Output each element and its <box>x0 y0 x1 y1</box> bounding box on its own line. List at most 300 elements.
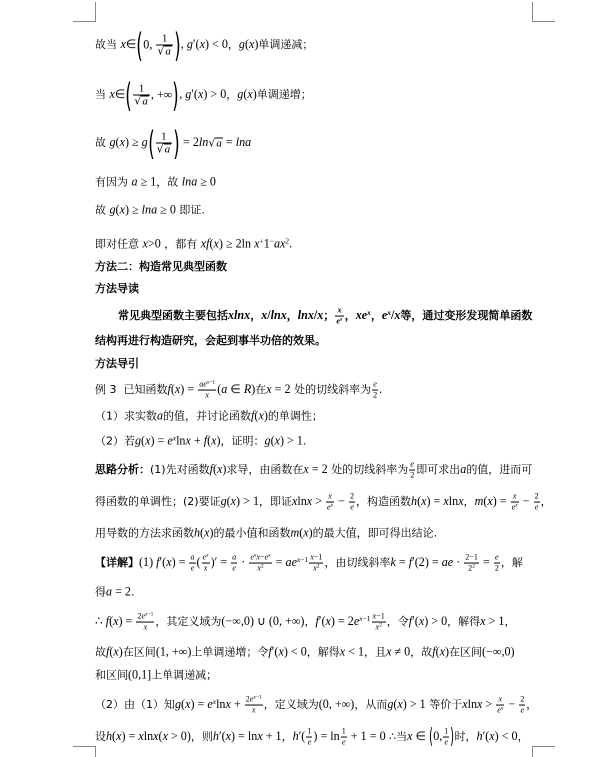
text-run: ， <box>227 38 239 51</box>
math-text: −1 <box>147 611 154 618</box>
math-text: ) ≥ 2ln <box>218 236 255 251</box>
fraction-denominator <box>309 563 323 574</box>
radicand: a <box>164 143 171 156</box>
math-text: ≠ 0 <box>391 644 411 659</box>
math-text: ( <box>115 135 120 149</box>
fraction-numerator <box>309 553 323 563</box>
text-run: ，证明： <box>220 434 265 448</box>
math-variable: e <box>141 611 146 621</box>
math-variable: h <box>194 525 201 540</box>
fraction-denominator <box>534 502 540 513</box>
math-text: ) = 2 <box>330 614 354 628</box>
math-variable: x <box>266 382 272 396</box>
math-variable: g <box>109 135 116 149</box>
math-text: = 2 <box>112 584 131 599</box>
math-text: ) <box>216 433 221 448</box>
math-variable: x <box>296 554 301 564</box>
math-variable: e <box>327 502 331 512</box>
math-variable: x <box>313 563 317 573</box>
math-variable: g <box>141 135 148 149</box>
fraction <box>341 727 347 748</box>
fraction <box>443 727 449 748</box>
math-variable: f <box>106 644 110 659</box>
math-text: = 2 <box>271 382 291 396</box>
math-variable: x <box>174 382 181 396</box>
fraction <box>156 32 173 58</box>
math-variable: x <box>162 729 168 743</box>
fraction-numerator <box>156 32 173 44</box>
math-variable: x <box>166 555 172 569</box>
text-run: 即证. <box>175 203 205 217</box>
fraction-numerator <box>133 82 150 94</box>
math-variable: e <box>250 552 254 562</box>
right-bracket <box>174 29 180 62</box>
math-variable: x <box>253 694 256 701</box>
text-run: ， <box>344 309 356 322</box>
math-variable: x <box>325 614 331 628</box>
text-run: 用导数的方法求函数 <box>95 526 194 540</box>
math-variable: x <box>367 307 371 317</box>
math-text: (0, +∞) <box>318 697 355 711</box>
math-variable: e <box>444 737 449 747</box>
math-text: + <box>259 236 264 246</box>
text-run: ，则 <box>190 730 213 743</box>
fraction <box>133 82 150 108</box>
text-run: ， <box>281 730 293 743</box>
math-text: / <box>267 308 271 322</box>
fraction-denominator <box>341 737 347 748</box>
math-text: / <box>313 308 318 322</box>
text-run: ， <box>286 309 298 322</box>
text-run: 求导，由函数在 <box>226 463 304 476</box>
fraction <box>409 460 415 481</box>
text-run: 设 <box>95 730 106 743</box>
fraction <box>372 612 386 633</box>
proof-line-conclusion <box>95 202 205 217</box>
fraction <box>306 727 312 748</box>
math-variable: x <box>500 705 504 712</box>
text-run: ， <box>540 495 552 508</box>
math-variable: x <box>387 307 391 317</box>
math-text: ) <box>222 462 227 476</box>
radicand: a <box>216 137 222 149</box>
superscript <box>145 612 153 618</box>
math-variable: x <box>213 236 219 251</box>
math-variable: x <box>153 729 159 743</box>
math-text: ( <box>270 433 275 448</box>
math-variable: xf <box>200 236 210 251</box>
text-run: ，构造函数 <box>356 495 412 508</box>
math-variable: x <box>145 433 151 448</box>
math-text: · <box>238 555 249 569</box>
math-text: = <box>222 135 236 149</box>
text-run: ， <box>526 698 538 711</box>
math-variable: e <box>264 552 269 562</box>
method-reading-paragraph-line-1 <box>118 306 532 327</box>
text-run: 单调递增； <box>256 88 312 101</box>
fraction-numerator <box>249 553 271 563</box>
fraction-numerator <box>198 380 216 390</box>
math-text: ′( <box>218 729 226 743</box>
fraction-numerator <box>341 727 347 737</box>
text-run: ， <box>226 88 238 101</box>
text-run: 在区间 <box>449 645 483 659</box>
math-text: > 1 <box>485 614 505 628</box>
math-variable: x <box>407 729 413 743</box>
math-variable: x <box>462 697 468 711</box>
math-text: . <box>379 382 383 396</box>
math-variable: x <box>145 611 148 618</box>
math-text: 2 <box>472 563 475 570</box>
math-text: (1) <box>139 555 157 569</box>
math-text: = <box>272 555 286 569</box>
text-run: 结构再进行构造研究，会起到事半功倍的效果。 <box>95 334 326 348</box>
text-run: 在 <box>255 383 267 396</box>
math-text: = 2 <box>179 135 199 149</box>
fraction-denominator <box>136 622 154 633</box>
math-text: −1 <box>313 552 323 562</box>
text-run: 当 <box>95 88 110 101</box>
math-variable: f <box>156 555 160 569</box>
math-text: ′( <box>482 729 490 743</box>
example-3-part-2 <box>95 433 306 448</box>
math-variable: f <box>432 644 436 659</box>
math-variable: a <box>221 382 228 396</box>
text-run: 故 <box>95 136 110 149</box>
math-variable: g <box>175 697 182 711</box>
math-text: ln <box>467 697 478 711</box>
superscript <box>206 553 208 559</box>
text-run: 有因为 <box>95 175 132 189</box>
math-variable: g <box>185 87 192 101</box>
fraction <box>335 306 343 327</box>
math-text: 2 <box>534 491 539 501</box>
superscript <box>331 502 333 508</box>
math-text: ln <box>143 729 154 743</box>
fraction <box>231 553 237 574</box>
fraction <box>189 553 195 574</box>
math-variable: x <box>512 491 517 501</box>
bracket-content <box>433 727 450 748</box>
text-run: ， <box>463 495 475 508</box>
left-bracket <box>148 127 154 160</box>
math-variable: x <box>225 729 231 743</box>
text-run: 的最小值和函数 <box>213 526 291 540</box>
fraction-denominator <box>198 390 216 401</box>
text-run: 例 3 已知函数 <box>95 383 168 396</box>
math-text: ) <box>118 644 123 659</box>
text-run: 得 <box>95 585 106 599</box>
math-text: ) <box>251 382 256 396</box>
fraction-numerator <box>306 727 312 737</box>
math-variable: lnx <box>297 308 314 322</box>
math-text: 1 <box>307 726 312 736</box>
text-run: ，解得 <box>306 645 340 659</box>
text-run: 方法导引 <box>95 357 139 371</box>
math-variable: x <box>185 433 191 448</box>
text-run: . <box>302 434 307 448</box>
solution-line-6 <box>95 695 537 716</box>
fraction-numerator <box>409 460 415 470</box>
math-variable: e <box>373 379 377 389</box>
math-variable: g <box>186 37 193 51</box>
math-text: < 1 <box>345 644 365 659</box>
fraction-denominator <box>494 563 500 574</box>
math-text: )′ = <box>210 555 231 569</box>
math-variable: x <box>225 697 231 711</box>
fraction-numerator <box>156 130 173 142</box>
math-variable: x <box>203 563 208 573</box>
fraction-denominator <box>202 563 210 574</box>
math-text: ) = <box>171 555 189 569</box>
math-variable: x <box>515 502 518 509</box>
math-variable: x <box>247 87 253 101</box>
math-variable: g <box>220 494 227 508</box>
math-text: ( <box>417 494 422 508</box>
math-variable: x <box>248 37 255 51</box>
fraction-numerator <box>372 612 386 622</box>
math-variable: x <box>359 613 363 623</box>
text-run: 和区间 <box>95 668 128 682</box>
math-variable: x <box>292 494 298 508</box>
fraction <box>249 553 271 574</box>
bracket-group <box>125 79 179 112</box>
math-variable: e <box>341 737 346 747</box>
math-text: ( <box>196 555 201 569</box>
math-variable: x <box>268 552 271 559</box>
math-variable: f <box>209 462 213 476</box>
text-run: （1）求实数 <box>95 409 157 423</box>
math-text: , +∞ <box>150 87 173 101</box>
math-variable: e <box>249 694 254 704</box>
math-variable: x <box>498 694 503 704</box>
math-text: 2 <box>379 622 382 629</box>
math-variable: e <box>495 552 499 562</box>
math-variable: k <box>390 555 396 569</box>
math-variable: x <box>375 622 380 632</box>
math-text: > 0) <box>167 729 191 743</box>
math-text: ( <box>254 408 259 423</box>
text-run: ， <box>304 615 316 628</box>
math-text: − <box>259 552 265 562</box>
text-run: 故当 <box>95 38 121 51</box>
fraction-numerator <box>326 492 334 502</box>
text-run: (1)先对函数 <box>150 463 210 476</box>
math-text: 2 <box>285 236 290 246</box>
math-variable: f <box>408 555 413 569</box>
fraction <box>349 492 355 513</box>
math-text: ( <box>243 87 248 101</box>
fraction-denominator <box>249 563 271 574</box>
math-text: · <box>453 555 464 569</box>
text-run: ∴当 <box>385 730 408 743</box>
text-run: ，故 <box>410 645 433 659</box>
math-variable: g <box>135 433 142 448</box>
text-run: ，都有 <box>160 237 201 251</box>
math-text: = 2 <box>308 462 328 476</box>
math-text: ( <box>112 729 117 743</box>
text-run: 上单调递减； <box>151 668 218 682</box>
math-text: 2 <box>245 694 250 704</box>
math-text: ( <box>200 525 205 540</box>
math-variable: ae <box>199 379 207 389</box>
superscript <box>253 695 261 701</box>
solution-line-7 <box>95 727 529 748</box>
math-variable: x <box>113 644 119 659</box>
math-variable: ax <box>273 236 286 251</box>
text-run: 故 <box>95 203 110 217</box>
superscript <box>359 614 370 623</box>
bold-label: 【详解】 <box>95 556 139 569</box>
subheading-method-guide <box>95 357 139 371</box>
math-variable: x <box>261 308 268 322</box>
fraction <box>534 492 540 513</box>
math-text: ) > 1 <box>236 494 259 508</box>
math-variable: m <box>290 525 300 540</box>
math-text: 2 <box>468 563 473 573</box>
math-text: ) = <box>180 382 198 396</box>
math-text: > <box>312 494 326 508</box>
math-text: + <box>230 697 244 711</box>
math-text: 0, <box>433 729 443 743</box>
text-run: ，从而 <box>354 698 388 711</box>
math-variable: f <box>251 408 255 423</box>
math-variable: lna <box>235 135 252 149</box>
math-text: ) <box>209 525 214 540</box>
math-variable: x <box>337 305 342 315</box>
text-run: 的值，进而可 <box>466 463 533 476</box>
fraction <box>198 380 216 401</box>
subheading-method-reading <box>95 282 139 296</box>
math-text: . <box>289 236 293 251</box>
example-3-statement <box>95 380 382 401</box>
math-text: ∴ <box>95 614 106 628</box>
solution-line-2 <box>95 584 134 599</box>
math-variable: x <box>205 390 209 400</box>
math-text: ) = <box>190 697 208 711</box>
math-text: − <box>505 697 519 711</box>
square-root <box>157 143 172 156</box>
superscript <box>472 563 475 569</box>
math-variable: x <box>197 87 204 101</box>
math-variable: x <box>372 611 377 621</box>
math-variable: e <box>202 552 207 562</box>
solution-line-5 <box>95 667 217 682</box>
crop-mark-bottom-left-vertical <box>95 746 96 757</box>
math-variable: x <box>142 236 148 251</box>
crop-mark-top-right-vertical <box>532 2 533 22</box>
right-bracket <box>173 127 179 160</box>
left-bracket <box>137 29 143 62</box>
math-variable: ln <box>198 135 209 149</box>
math-variable: x <box>439 644 445 659</box>
math-variable: f <box>203 433 208 448</box>
math-text: ln <box>176 433 186 448</box>
math-text: ( <box>244 37 249 51</box>
math-variable: ae <box>285 555 297 569</box>
fraction-denominator <box>133 94 150 108</box>
proof-line-final-statement <box>95 236 292 251</box>
math-text: > <box>482 697 496 711</box>
fraction-denominator <box>349 502 355 513</box>
math-variable: x <box>274 433 280 448</box>
example-3-part-1 <box>95 408 323 423</box>
solution-line-3 <box>95 612 515 633</box>
text-run: ， <box>504 615 516 628</box>
math-variable: x <box>278 644 284 659</box>
fraction <box>245 695 263 716</box>
math-text: ) ≥ <box>124 135 142 149</box>
fraction <box>464 553 479 574</box>
math-text: ∈ <box>125 37 137 51</box>
text-run: ，定义域为 <box>263 698 319 711</box>
math-text: ) > 1 <box>402 697 426 711</box>
text-run: 方法二：构造常见典型函数 <box>95 260 227 274</box>
fraction-denominator <box>464 563 479 574</box>
math-text: ) < 0 <box>283 644 307 659</box>
crop-mark-top-right-horizontal <box>533 21 555 22</box>
math-variable: x <box>116 729 122 743</box>
math-text: ′( <box>298 729 306 743</box>
math-text: ′(2) = <box>412 555 442 569</box>
superscript <box>501 705 503 711</box>
math-text: ( <box>209 236 214 251</box>
math-variable: a <box>460 462 467 476</box>
text-run: 时， <box>454 730 477 743</box>
math-variable: x <box>119 202 125 217</box>
bold-label: 思路分析： <box>95 463 150 476</box>
math-text: ln <box>448 494 459 508</box>
math-text: ) ≥ <box>124 202 142 217</box>
math-text: , <box>179 87 186 101</box>
text-run: ，即证 <box>259 495 292 508</box>
math-variable: a <box>232 552 237 562</box>
superscript <box>261 563 264 569</box>
math-variable: f <box>167 382 171 396</box>
math-variable: h <box>106 729 113 743</box>
text-run: ，其定义域为 <box>155 615 222 628</box>
fraction-denominator <box>335 316 343 327</box>
analysis-line-2 <box>95 492 552 513</box>
math-text: ∈ <box>114 87 126 101</box>
fraction-denominator <box>519 705 525 716</box>
fraction-denominator <box>372 622 386 633</box>
math-text: ′( <box>159 555 167 569</box>
math-text: ) <box>444 644 450 659</box>
math-variable: h <box>292 729 299 743</box>
text-run: 即可求出 <box>416 463 461 476</box>
math-variable: e <box>520 705 525 715</box>
fraction-numerator <box>189 553 195 563</box>
bracket-group <box>136 29 180 62</box>
math-variable: x <box>138 729 144 743</box>
math-text: ) < 0 <box>494 729 518 743</box>
math-variable: g <box>238 37 245 51</box>
fraction <box>494 553 500 574</box>
math-text: ( <box>217 382 222 396</box>
math-text: −1 <box>376 611 385 621</box>
radicand: a <box>142 95 148 108</box>
section-heading-method-two <box>95 260 227 274</box>
math-variable: x <box>306 494 313 508</box>
fraction-numerator <box>443 727 449 737</box>
math-text: −1 <box>255 694 262 701</box>
math-text: ( <box>226 494 231 508</box>
math-variable: x <box>397 697 403 711</box>
math-variable: x <box>206 379 210 386</box>
math-text: 2−1 <box>465 552 478 562</box>
math-variable: xlnx <box>228 308 251 322</box>
